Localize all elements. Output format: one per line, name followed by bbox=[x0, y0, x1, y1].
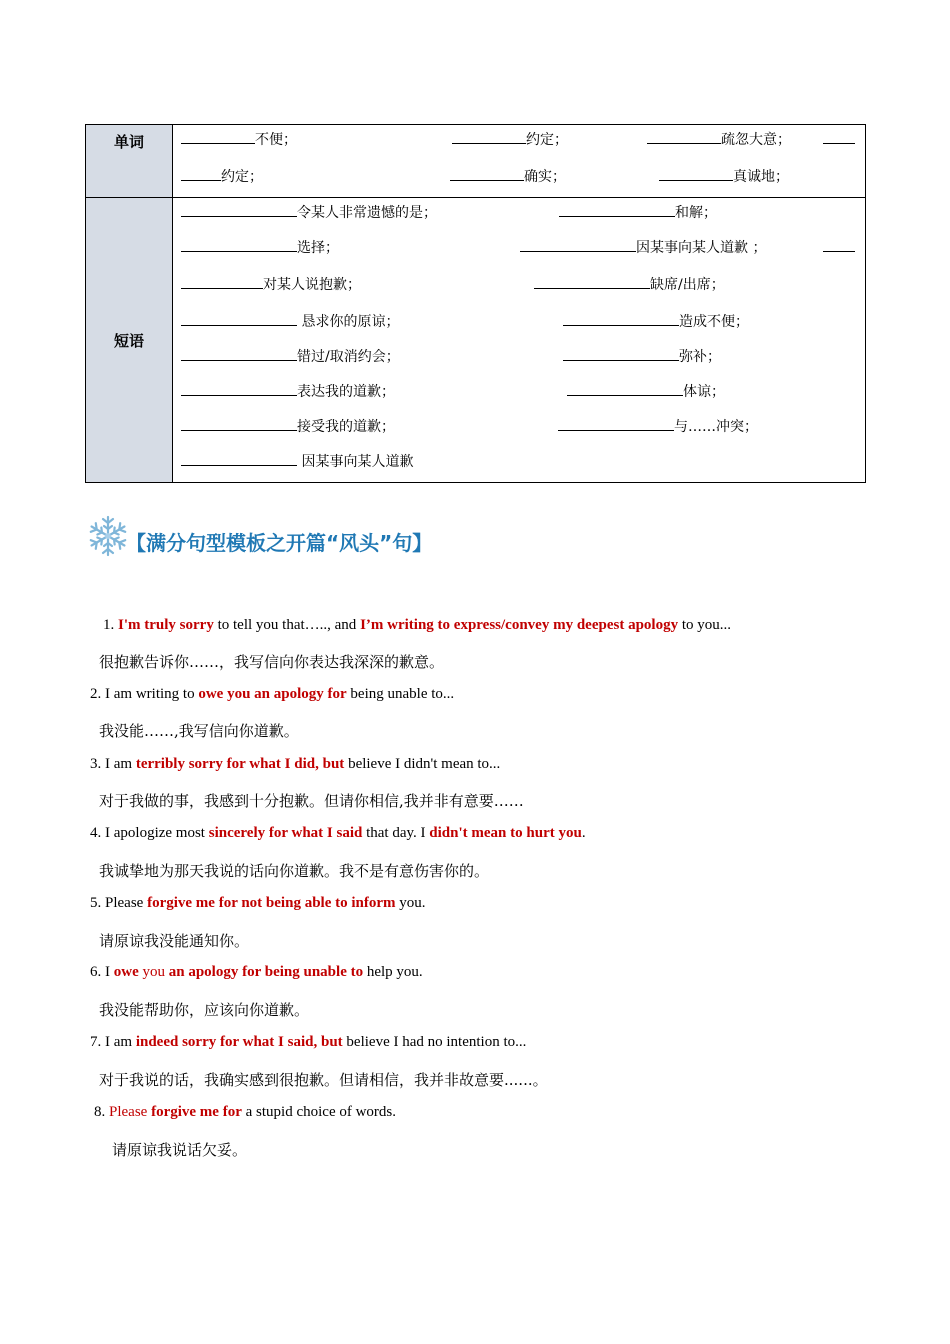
phrases-line-2 bbox=[181, 233, 857, 270]
phrases-label: 短语 bbox=[86, 198, 173, 483]
phrase-blank: 因某事向某人道歉 ； bbox=[520, 237, 766, 257]
phrase-blank: 缺席/出席； bbox=[534, 274, 725, 294]
sentence-text: you. bbox=[395, 895, 426, 911]
word-blank-continued bbox=[823, 129, 855, 148]
sentence-text: . bbox=[581, 825, 586, 841]
fill-in-blank[interactable] bbox=[520, 237, 636, 252]
key-phrase: an apology for being unable to bbox=[168, 964, 364, 980]
sentence-number: 1. bbox=[103, 617, 115, 633]
sentence-number: 3. bbox=[90, 756, 102, 772]
phrase-blank: 表达我的道歉； bbox=[181, 381, 395, 401]
sentence-number: 2. bbox=[90, 686, 102, 702]
key-phrase: sincerely for what I said bbox=[208, 825, 363, 841]
fill-in-blank[interactable] bbox=[559, 202, 675, 217]
sentence-number: 8. bbox=[94, 1104, 106, 1120]
fill-in-blank[interactable] bbox=[181, 202, 297, 217]
fill-in-blank[interactable] bbox=[181, 346, 297, 361]
fill-in-blank[interactable] bbox=[181, 416, 297, 431]
phrase-blank: 选择； bbox=[181, 237, 339, 257]
sentence-3 bbox=[90, 756, 500, 773]
sentence-6 bbox=[90, 964, 423, 981]
key-phrase: I’m writing to express/convey my deepest apology bbox=[360, 617, 679, 633]
phrase-blank: 对某人说抱歉； bbox=[181, 274, 361, 294]
sentence-text: that day. I bbox=[362, 825, 430, 841]
fill-in-blank[interactable] bbox=[181, 274, 263, 289]
sentence-1 bbox=[103, 617, 731, 634]
words-cell bbox=[173, 125, 866, 198]
sentence-text: being unable to... bbox=[346, 686, 455, 702]
sentence-4 bbox=[90, 825, 586, 842]
sentence-text: I bbox=[101, 964, 114, 980]
phrase-blank: 恳求你的原谅； bbox=[181, 311, 399, 331]
sentence-text: a stupid choice of words. bbox=[241, 1104, 397, 1120]
word-blank: 约定； bbox=[181, 166, 263, 186]
fill-in-blank[interactable] bbox=[659, 166, 733, 181]
phrase-blank: 体谅； bbox=[567, 381, 725, 401]
sentence-text: to tell you that….., and bbox=[213, 617, 361, 633]
sentence-1-translation: 很抱歉告诉你……，我写信向你表达我深深的歉意。 bbox=[99, 653, 445, 671]
fill-in-blank[interactable] bbox=[181, 237, 297, 252]
fill-in-blank[interactable] bbox=[181, 129, 255, 144]
phrase-blank: 令某人非常遗憾的是； bbox=[181, 202, 437, 222]
phrase-blank: 与……冲突； bbox=[558, 416, 758, 436]
fill-in-blank[interactable] bbox=[181, 451, 297, 466]
sentence-2-translation: 我没能……,我写信向你道歉。 bbox=[99, 722, 299, 740]
words-row bbox=[86, 125, 866, 198]
fill-in-blank[interactable] bbox=[534, 274, 650, 289]
snowflake-icon bbox=[86, 514, 130, 558]
phrases-cell bbox=[173, 198, 866, 483]
phrases-line-7 bbox=[181, 412, 857, 447]
vocab-table bbox=[85, 124, 866, 483]
word-blank: 疏忽大意； bbox=[647, 129, 791, 149]
sentence-text: I apologize most bbox=[101, 825, 209, 841]
phrases-line-5 bbox=[181, 342, 857, 377]
key-phrase: I'm truly sorry bbox=[118, 617, 214, 633]
sentence-text: I am bbox=[101, 756, 136, 772]
phrases-line-4 bbox=[181, 307, 857, 342]
words-line-1 bbox=[181, 125, 857, 162]
sentence-5 bbox=[90, 895, 426, 912]
sentence-5-translation: 请原谅我没能通知你。 bbox=[99, 932, 250, 950]
key-phrase: indeed sorry for what I said, but bbox=[135, 1034, 343, 1050]
fill-in-blank[interactable] bbox=[563, 311, 679, 326]
word-blank: 确实； bbox=[450, 166, 566, 186]
key-phrase-light: Please bbox=[109, 1104, 152, 1120]
sentence-2 bbox=[90, 686, 454, 703]
fill-in-blank[interactable] bbox=[181, 311, 297, 326]
key-phrase-light: you bbox=[138, 964, 169, 980]
phrases-line-8 bbox=[181, 447, 857, 482]
sentence-text: to you... bbox=[678, 617, 732, 633]
phrase-blank-continued bbox=[823, 237, 855, 256]
phrases-row bbox=[86, 198, 866, 483]
sentence-text: I am bbox=[101, 1034, 136, 1050]
sentence-text: help you. bbox=[363, 964, 423, 980]
sentence-4-translation: 我诚挚地为那天我说的话向你道歉。我不是有意伤害你的。 bbox=[99, 862, 490, 880]
section-heading bbox=[86, 514, 432, 558]
key-phrase: forgive me for bbox=[151, 1104, 242, 1120]
fill-in-blank[interactable] bbox=[823, 129, 855, 144]
fill-in-blank[interactable] bbox=[181, 381, 297, 396]
sentence-3-translation: 对于我做的事，我感到十分抱歉。但请你相信,我并非有意要…… bbox=[99, 792, 524, 810]
sentence-text: believe I didn't mean to... bbox=[344, 756, 501, 772]
sentence-7-translation: 对于我说的话，我确实感到很抱歉。但请相信，我并非故意要......。 bbox=[99, 1071, 548, 1089]
key-phrase: owe you an apology for bbox=[198, 686, 347, 702]
phrase-blank: 和解； bbox=[559, 202, 717, 222]
sentence-8-translation: 请原谅我说话欠妥。 bbox=[112, 1141, 248, 1159]
fill-in-blank[interactable] bbox=[647, 129, 721, 144]
phrases-line-1 bbox=[181, 198, 857, 233]
phrase-blank: 错过/取消约会； bbox=[181, 346, 400, 366]
phrase-blank: 造成不便； bbox=[563, 311, 749, 331]
fill-in-blank[interactable] bbox=[452, 129, 526, 144]
words-label: 单词 bbox=[86, 125, 173, 198]
phrase-blank: 接受我的道歉； bbox=[181, 416, 395, 436]
sentence-8 bbox=[94, 1104, 396, 1121]
sentence-7 bbox=[90, 1034, 526, 1051]
fill-in-blank[interactable] bbox=[181, 166, 221, 181]
word-blank: 不便； bbox=[181, 129, 297, 149]
phrase-blank: 弥补； bbox=[563, 346, 721, 366]
words-line-2 bbox=[181, 162, 857, 197]
sentence-number: 4. bbox=[90, 825, 102, 841]
key-phrase: owe bbox=[113, 964, 139, 980]
fill-in-blank[interactable] bbox=[567, 381, 683, 396]
word-blank: 约定； bbox=[452, 129, 568, 149]
fill-in-blank[interactable] bbox=[558, 416, 674, 431]
sentence-number: 7. bbox=[90, 1034, 102, 1050]
word-blank: 真诚地； bbox=[659, 166, 789, 186]
sentence-text: Please bbox=[101, 895, 148, 911]
phrases-line-3 bbox=[181, 270, 857, 307]
key-phrase: terribly sorry for what I did, but bbox=[135, 756, 345, 772]
fill-in-blank[interactable] bbox=[823, 237, 855, 252]
sentence-text: believe I had no intention to... bbox=[342, 1034, 527, 1050]
sentence-text: I am writing to bbox=[101, 686, 199, 702]
sentence-6-translation: 我没能帮助你，应该向你道歉。 bbox=[99, 1001, 310, 1019]
key-phrase: forgive me for not being able to inform bbox=[147, 895, 396, 911]
section-title: 【满分句型模板之开篇“风头”句】 bbox=[126, 530, 433, 555]
phrase-blank: 因某事向某人道歉 bbox=[181, 451, 413, 471]
fill-in-blank[interactable] bbox=[450, 166, 524, 181]
sentence-number: 5. bbox=[90, 895, 102, 911]
fill-in-blank[interactable] bbox=[563, 346, 679, 361]
key-phrase: didn't mean to hurt you bbox=[429, 825, 582, 841]
phrases-line-6 bbox=[181, 377, 857, 412]
sentence-number: 6. bbox=[90, 964, 102, 980]
